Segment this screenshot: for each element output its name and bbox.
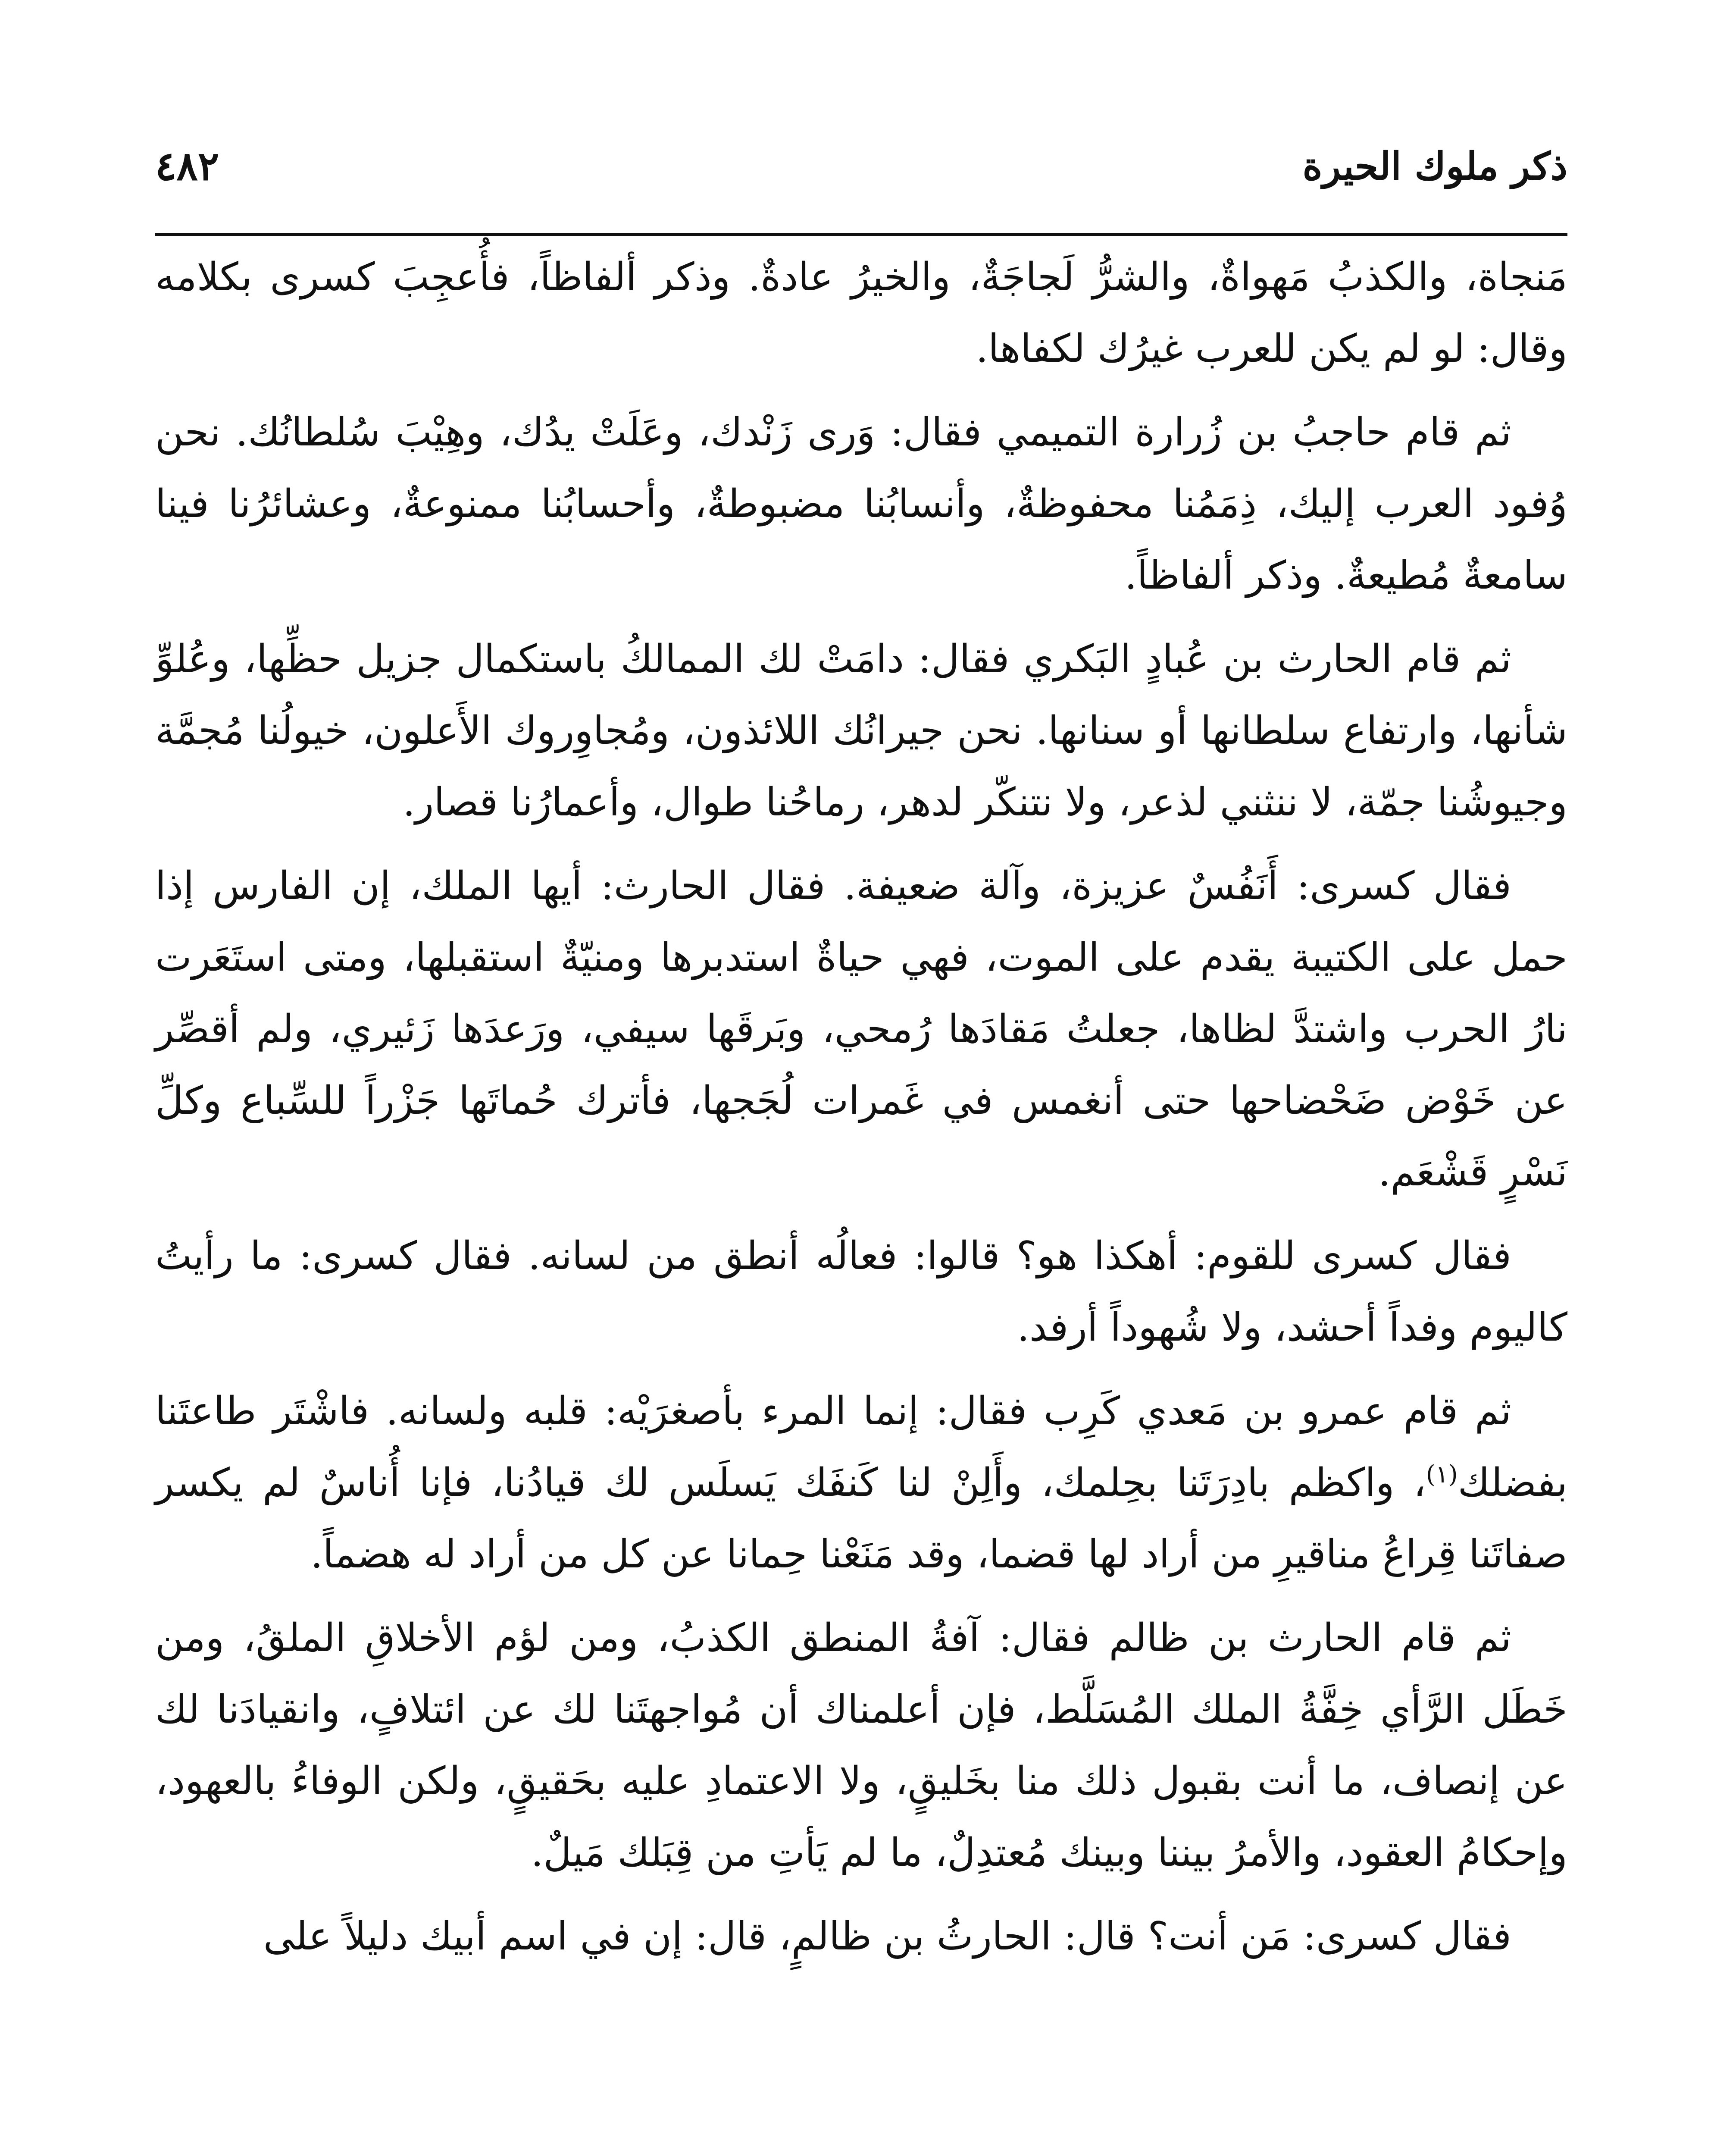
paragraph: فقال كسرى: مَن أنت؟ قال: الحارثُ بن ظالمٍ، قال: إن في اسم أبيك دليلاً على [263, 1914, 1511, 1959]
running-title: ذكر ملوك الحيرة [1302, 144, 1567, 188]
paragraph: ثم قام الحارث بن ظالم فقال: آفةُ المنطق الكذبُ، ومن لؤم الأخلاقِ الملقُ، ومن خَطَل الرَّأي خِفَّةُ الملك المُسَلَّط، فإن أعلمناك أن مُواجهتَنا لك عن ائتلافٍ، وانقيادَنا لك عن إنصاف، ما أنت بقبول ذلك منا بخَليقٍ، ولا الاعتمادِ عليه بحَقيقٍ، ولكن الوفاءُ بالعهود، وإحكامُ العقود، والأمرُ بيننا وبينك مُعتدِلٌ، ما لم يَأتِ من قِبَلك مَيلٌ. [155, 1615, 1567, 1875]
paragraph: ثم قام الحارث بن عُبادٍ البَكري فقال: دامَتْ لك الممالكُ باستكمال جزيل حظِّها، وعُلوِّ شأنها، وارتفاع سلطانها أو سنانها. نحن جيرانُك اللائذون، ومُجاوِروك الأَعلون، خيولُنا مُجمَّة وجيوشُنا جمّة، لا ننثني لذعر، ولا نتنكّر لدهر، رماحُنا طوال، وأعمارُنا قصار. [155, 636, 1567, 825]
header-rule [155, 233, 1567, 236]
footnote-reference: (١) [1426, 1460, 1458, 1489]
paragraph: فقال كسرى للقوم: أهكذا هو؟ قالوا: فعالُه أنطق من لسانه. فقال كسرى: ما رأيتُ كاليوم وفداً أحشد، ولا شُهوداً أرفد. [155, 1233, 1567, 1350]
paragraph: ثم قام حاجبُ بن زُرارة التميمي فقال: وَرى زَنْدك، وعَلَتْ يدُك، وهِيْبَ سُلطانُك. نحن وُفود العرب إليك، ذِمَمُنا محفوظةٌ، وأنسابُنا مضبوطةٌ، وأحسابُنا ممنوعةٌ، وعشائرُنا فينا سامعةٌ مُطيعةٌ. وذكر ألفاظاً. [155, 410, 1567, 598]
paragraph-text: ، واكظم بادِرَتَنا بحِلمك، وأَلِنْ لنا كَنفَك يَسلَس لك قيادُنا، فإنا أُناسٌ لم يكسر صفاتَنا قِراعُ مناقيرِ من أراد لها قضما، وقد مَنَعْنا حِمانا عن كل من أراد له هضماً. [155, 1460, 1567, 1577]
main-text [155, 241, 1567, 1984]
page-header [155, 129, 1567, 203]
paragraph: فقال كسرى: أَنَفُسٌ عزيزة، وآلة ضعيفة. فقال الحارث: أيها الملك، إن الفارس إذا حمل على الكتيبة يقدم على الموت، فهي حياةٌ استدبرها ومنيّةٌ استقبلها، ومتى استَعَرت نارُ الحرب واشتدَّ لظاها، جعلتُ مَقادَها رُمحي، وبَرقَها سيفي، ورَعدَها زَئيري، ولم أقصِّر عن خَوْض ضَحْضاحها حتى أنغمس في غَمرات لُجَجها، فأترك حُماتَها جَزْراً للسِّباع وكلِّ نَسْرٍ قَشْعَم. [155, 863, 1567, 1195]
page-number: ٤٨٢ [155, 143, 219, 189]
paragraph-text: ثم قام عمرو بن مَعدي كَرِب فقال: إنما المرء بأصغرَيْه: قلبه ولسانه. فاشْتَر طاعتَنا بفضلك [155, 1388, 1567, 1505]
paragraph: مَنجاة، والكذبُ مَهواةٌ، والشرُّ لَجاجَةٌ، والخيرُ عادةٌ. وذكر ألفاظاً، فأُعجِبَ كسرى بكلامه وقال: لو لم يكن للعرب غيرُك لكفاها. [155, 254, 1567, 371]
paragraph-with-footnote [155, 1376, 1567, 1590]
